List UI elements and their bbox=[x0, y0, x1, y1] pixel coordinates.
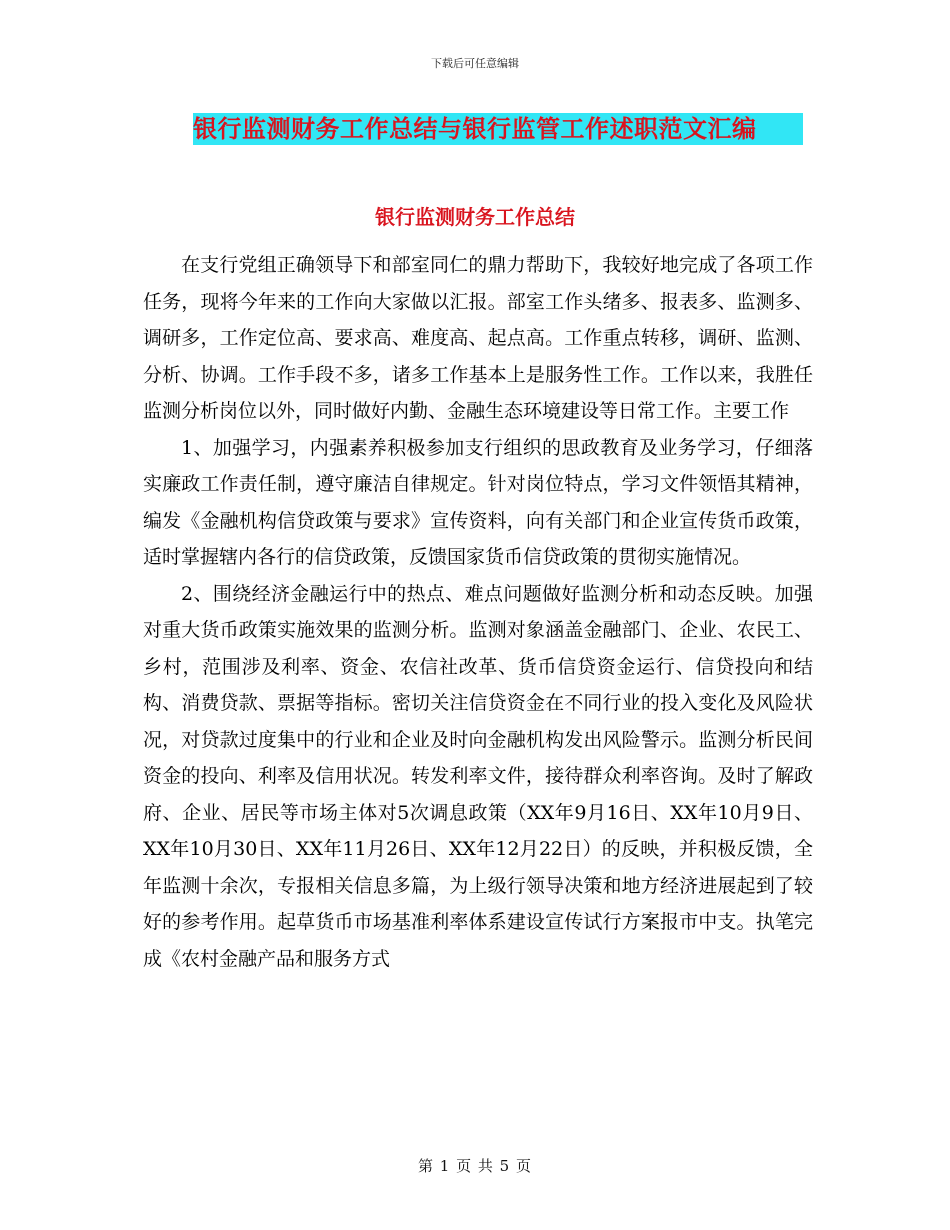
section-title: 银行监测财务工作总结 bbox=[375, 205, 575, 229]
header-note: 下载后可任意编辑 bbox=[431, 57, 519, 70]
paragraph-item-1: 1、加强学习，内强素养积极参加支行组织的思政教育及业务学习，仔细落实廉政工作责任制，遵守廉洁自律规定。针对岗位特点，学习文件领悟其精神，编发《金融机构信贷政策与要求》宣传资料，向有关部门和企业宣传货币政策，适时掌握辖内各行的信贷政策，反馈国家货币信贷政策的贯彻实施情况。 bbox=[143, 436, 813, 568]
paragraph-intro: 在支行党组正确领导下和部室同仁的鼎力帮助下，我较好地完成了各项工作任务，现将今年来的工作向大家做以汇报。部室工作头绪多、报表多、监测多、调研多，工作定位高、要求高、难度高、起点高。工作重点转移，调研、监测、分析、协调。工作手段不多，诸多工作基本上是服务性工作。工作以来，我胜任监测分析岗位以外，同时做好内勤、金融生态环境建设等日常工作。主要工作 bbox=[143, 254, 813, 422]
page-number: 第 1 页 共 5 页 bbox=[418, 1157, 532, 1175]
document-body bbox=[143, 247, 813, 977]
paragraph-item-2: 2、围绕经济金融运行中的热点、难点问题做好监测分析和动态反映。加强对重大货币政策实施效果的监测分析。监测对象涵盖金融部门、企业、农民工、乡村，范围涉及利率、资金、农信社改革、货币信贷资金运行、信贷投向和结构、消费贷款、票据等指标。密切关注信贷资金在不同行业的投入变化及风险状况，对贷款过度集中的行业和企业及时向金融机构发出风险警示。监测分析民间资金的投向、利率及信用状况。转发利率文件，接待群众利率咨询。及时了解政府、企业、居民等市场主体对5次调息政策（XX年9月16日、XX年10月9日、XX年10月30日、XX年11月26日、XX年12月22日）的反映，并积极反馈，全年监测十余次，专报相关信息多篇，为上级行领导决策和地方经济进展起到了较好的参考作用。起草货币市场基准利率体系建设宣传试行方案报市中支。执笔完成《农村金融产品和服务方式 bbox=[143, 582, 813, 970]
document-title: 银行监测财务工作总结与银行监管工作述职范文汇编 bbox=[193, 113, 803, 145]
